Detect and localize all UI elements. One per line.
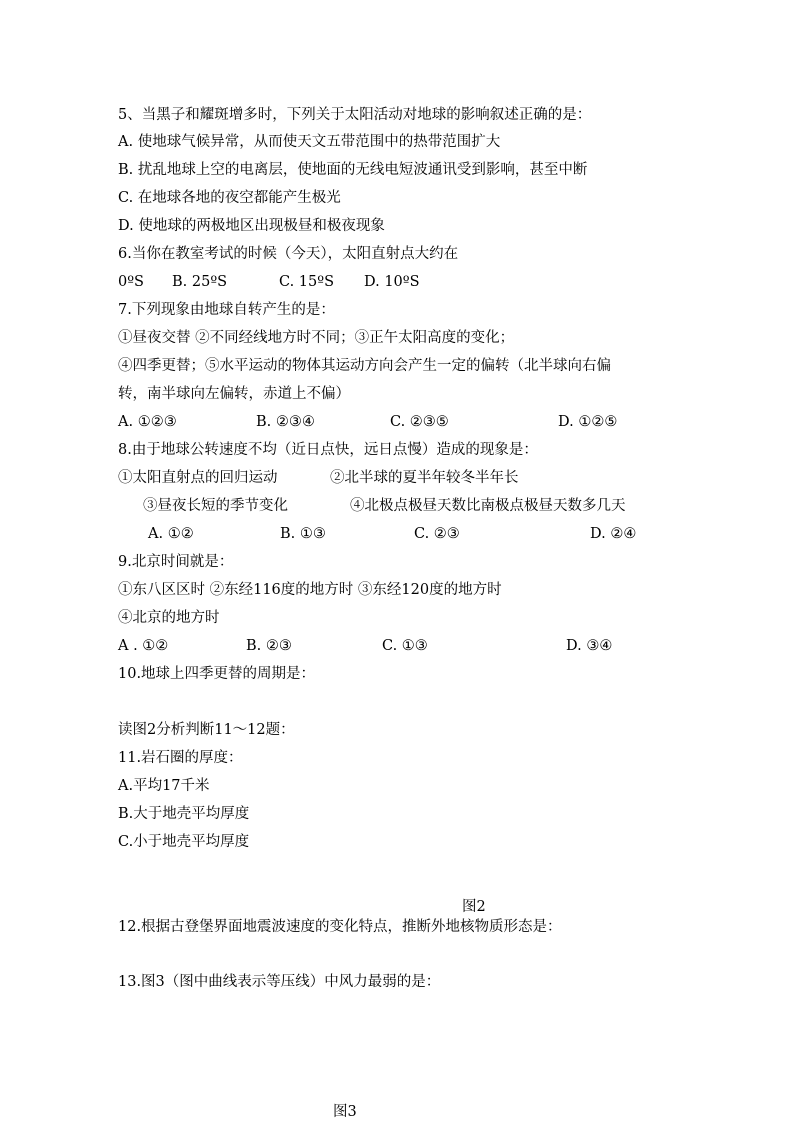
q8-stem: 8.由于地球公转速度不均（近日点快，远日点慢）造成的现象是：: [118, 442, 538, 458]
q8-item-4: ④北极点极昼天数比南极点极昼天数多几天: [350, 498, 626, 514]
q5-option-d: D. 使地球的两极地区出现极昼和极夜现象: [118, 218, 385, 234]
q6-stem: 6.当你在教室考试的时候（今天），太阳直射点大约在: [118, 246, 459, 262]
q6-option-a: 0ºS: [118, 274, 144, 290]
q7-stem: 7.下列现象由地球自转产生的是：: [118, 302, 335, 318]
q8-option-b: B. ①③: [280, 526, 326, 542]
q5-option-b: B. 扰乱地球上空的电离层，使地面的无线电短波通讯受到影响，甚至中断: [118, 162, 588, 178]
q9-items-line1: ①东八区区时 ②东经116度的地方时 ③东经120度的地方时: [118, 582, 502, 598]
q7-items-line2: ④四季更替；⑤水平运动的物体其运动方向会产生一定的偏转（北半球向右偏: [118, 358, 611, 374]
q8-option-a: A. ①②: [148, 526, 194, 542]
q8-option-c: C. ②③: [414, 526, 460, 542]
q11-option-c: C.小于地壳平均厚度: [118, 834, 250, 850]
q6-option-b: B. 25ºS: [172, 274, 228, 290]
q9-items-line2: ④北京的地方时: [118, 610, 220, 626]
q7-option-d: D. ①②⑤: [558, 414, 618, 430]
q7-option-b: B. ②③④: [256, 414, 315, 430]
q7-option-c: C. ②③⑤: [390, 414, 449, 430]
q6-option-d: D. 10ºS: [364, 274, 420, 290]
q6-option-c: C. 15ºS: [279, 274, 334, 290]
q8-item-2: ②北半球的夏半年较冬半年长: [330, 470, 519, 486]
q9-option-d: D. ③④: [566, 638, 613, 654]
q8-option-d: D. ②④: [590, 526, 637, 542]
q11-stem: 11.岩石圈的厚度：: [118, 750, 243, 766]
q9-stem: 9.北京时间就是：: [118, 554, 234, 570]
q5-option-c: C. 在地球各地的夜空都能产生极光: [118, 190, 341, 206]
q13-stem: 13.图3（图中曲线表示等压线）中风力最弱的是：: [118, 974, 441, 990]
q8-item-1: ①太阳直射点的回归运动: [118, 470, 278, 486]
q9-option-a: A . ①②: [118, 638, 169, 654]
q9-option-b: B. ②③: [246, 638, 292, 654]
q11-option-a: A.平均17千米: [118, 778, 210, 794]
figure-2-caption: 图2: [462, 899, 486, 915]
q11-option-b: B.大于地壳平均厚度: [118, 806, 250, 822]
q8-item-3: ③昼夜长短的季节变化: [143, 498, 288, 514]
q7-items-line1: ①昼夜交替 ②不同经线地方时不同；③正午太阳高度的变化；: [118, 330, 515, 346]
q9-option-c: C. ①③: [382, 638, 428, 654]
q7-items-line3: 转，南半球向左偏转，赤道上不偏）: [118, 386, 350, 402]
figure-3-caption: 图3: [333, 1104, 357, 1120]
q5-stem: 5、当黑子和耀斑增多时，下列关于太阳活动对地球的影响叙述正确的是：: [118, 107, 592, 123]
q7-option-a: A. ①②③: [118, 414, 177, 430]
q5-option-a: A. 使地球气候异常，从而使天文五带范围中的热带范围扩大: [118, 134, 501, 150]
intro-q11-q12: 读图2分析判断11～12题：: [118, 722, 295, 738]
q10-stem: 10.地球上四季更替的周期是：: [118, 666, 316, 682]
q12-stem: 12.根据古登堡界面地震波速度的变化特点，推断外地核物质形态是：: [118, 919, 562, 935]
